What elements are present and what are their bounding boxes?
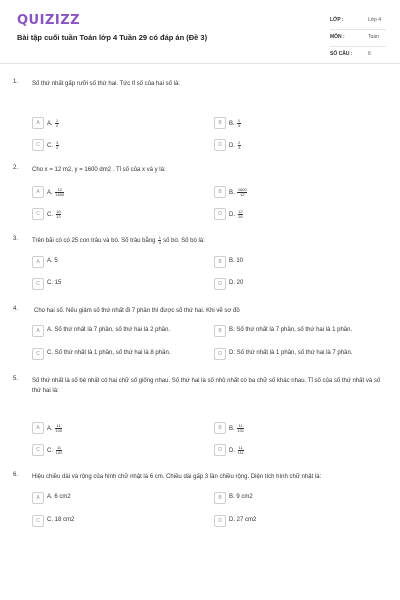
meta-panel [330,14,386,65]
option-text: D. 20 [229,280,244,286]
question-text: Số thứ nhất gấp rưỡi số thứ hai. Tức tỉ số của hai số là: [32,81,180,87]
option-text: A. 6 cm2 [47,494,71,500]
fraction: $\frac{1600}{12}$ [237,187,247,197]
option-text: B. 10 [229,258,244,264]
option-text: D. $\frac{2}{3}$ [229,140,241,150]
fraction: $\frac{1}{3}$ [237,118,241,128]
option-letter-box: A [32,422,44,434]
option-text: C. $\frac{16}{12}$ [47,209,61,219]
option-text: D. $\frac{12}{16}$ [229,209,243,219]
option-letter-box: D [214,278,226,290]
meta-value-class: Lớp 4 [368,17,382,23]
option-text: B. $\frac{11}{101}$ [229,423,245,433]
option-text: A. $\frac{1}{2}$ [47,118,59,128]
question-number: 4. [13,306,19,312]
fraction: $\frac{12}{16}$ [238,209,243,219]
option-text: B. Số thứ nhất là 7 phần, số thứ hai là 1 phần. [229,327,353,333]
option-letter-box: D [214,515,226,527]
option-letter-box: D [214,348,226,360]
option-letter-box: A [32,186,44,198]
option-text: D. 27 cm2 [229,517,257,523]
question-text: Số thứ nhất là số bé nhất có hai chữ số giống nhau. Số thứ hai là số nhỏ nhất có ba chữ số khác nhau. Tỉ số của số thứ nhất và số thứ hai là: [32,378,381,394]
meta-label-subject: MÔN : [330,34,345,40]
meta-label-class: LỚP : [330,17,344,23]
page-title: Bài tập cuối tuần Toán lớp 4 Tuần 29 có đáp án (Đề 3) [17,33,208,42]
option-letter-box: D [214,444,226,456]
fraction: $\frac{11}{102}$ [55,445,63,455]
option-text: A. $\frac{11}{100}$ [47,423,63,433]
meta-value-subject: Toán [368,34,379,40]
option-letter-box: D [214,208,226,220]
question-number: 1. [13,79,19,85]
question-text: Hiệu chiều dài và rộng của hình chữ nhật là 6 cm. Chiều dài gấp 3 lần chiều rộng. Diện tích hình chữ nhật là: [32,474,322,480]
option-text: D. Số thứ nhất là 1 phần, số thứ hai là 7 phần. [229,350,353,356]
option-letter-box: C [32,515,44,527]
option-letter-box: A [32,492,44,504]
question-text: Trên bãi có có 25 con trâu và bò. Số trâu bằng $\frac{1}{4}$ số bò. Số bò là: [32,235,205,245]
option-text: A. Số thứ nhất là 7 phần, số thứ hai là 2 phần. [47,327,171,333]
option-letter-box: C [32,444,44,456]
option-letter-box: B [214,186,226,198]
fraction: $\frac{11}{101}$ [237,423,245,433]
option-letter-box: B [214,422,226,434]
option-letter-box: D [214,139,226,151]
fraction: $\frac{2}{3}$ [238,140,241,150]
question-number: 2. [13,165,19,171]
meta-row-count [330,48,386,64]
meta-label-count: SỐ CÂU : [330,51,353,57]
option-letter-box: B [214,256,226,268]
fraction: $\frac{12}{1600}$ [55,187,65,197]
header-divider [0,63,400,64]
fraction: $\frac{1}{2}$ [55,118,59,128]
option-text: C. 15 [47,280,62,286]
fraction: $\frac{16}{12}$ [56,209,61,219]
question-number: 5. [13,376,19,382]
quizizz-logo: QUIZIZZ [17,13,81,28]
option-letter-box: C [32,348,44,360]
fraction: $\frac{3}{2}$ [56,140,59,150]
option-text: A. 5 [47,258,58,264]
meta-value-count: 6 [368,51,371,57]
option-letter-box: B [214,117,226,129]
option-text: A. $\frac{12}{1600}$ [47,187,65,197]
meta-row-class [330,14,386,30]
option-text: B. $\frac{1600}{12}$ [229,187,247,197]
question-number: 6. [13,472,19,478]
option-letter-box: C [32,139,44,151]
option-letter-box: A [32,325,44,337]
fraction: $\frac{1}{4}$ [158,235,161,245]
option-text: B. $\frac{1}{3}$ [229,118,241,128]
option-text: C. $\frac{11}{102}$ [47,445,63,455]
fraction: $\frac{11}{111}$ [237,445,244,455]
worksheet-header [0,0,400,66]
option-letter-box: A [32,117,44,129]
option-text: C. Số thứ nhất là 1 phần, số thứ hai là 8 phần. [47,350,171,356]
option-text: D. $\frac{11}{111}$ [229,445,244,455]
meta-row-subject [330,31,386,47]
question-text: Cho hai số. Nếu giảm số thứ nhất đi 7 phần thì được số thứ hai. Khi vẽ sơ đồ [34,308,240,314]
option-text: C. 18 cm2 [47,517,75,523]
option-letter-box: A [32,256,44,268]
option-letter-box: C [32,278,44,290]
option-letter-box: B [214,325,226,337]
question-number: 3. [13,236,19,242]
option-letter-box: C [32,208,44,220]
fraction: $\frac{11}{100}$ [55,423,63,433]
question-text: Cho x = 12 m2, y = 1600 dm2 . Tỉ số của x và y là: [32,167,166,173]
option-letter-box: B [214,492,226,504]
option-text: C. $\frac{3}{2}$ [47,140,59,150]
option-text: B. 9 cm2 [229,494,253,500]
